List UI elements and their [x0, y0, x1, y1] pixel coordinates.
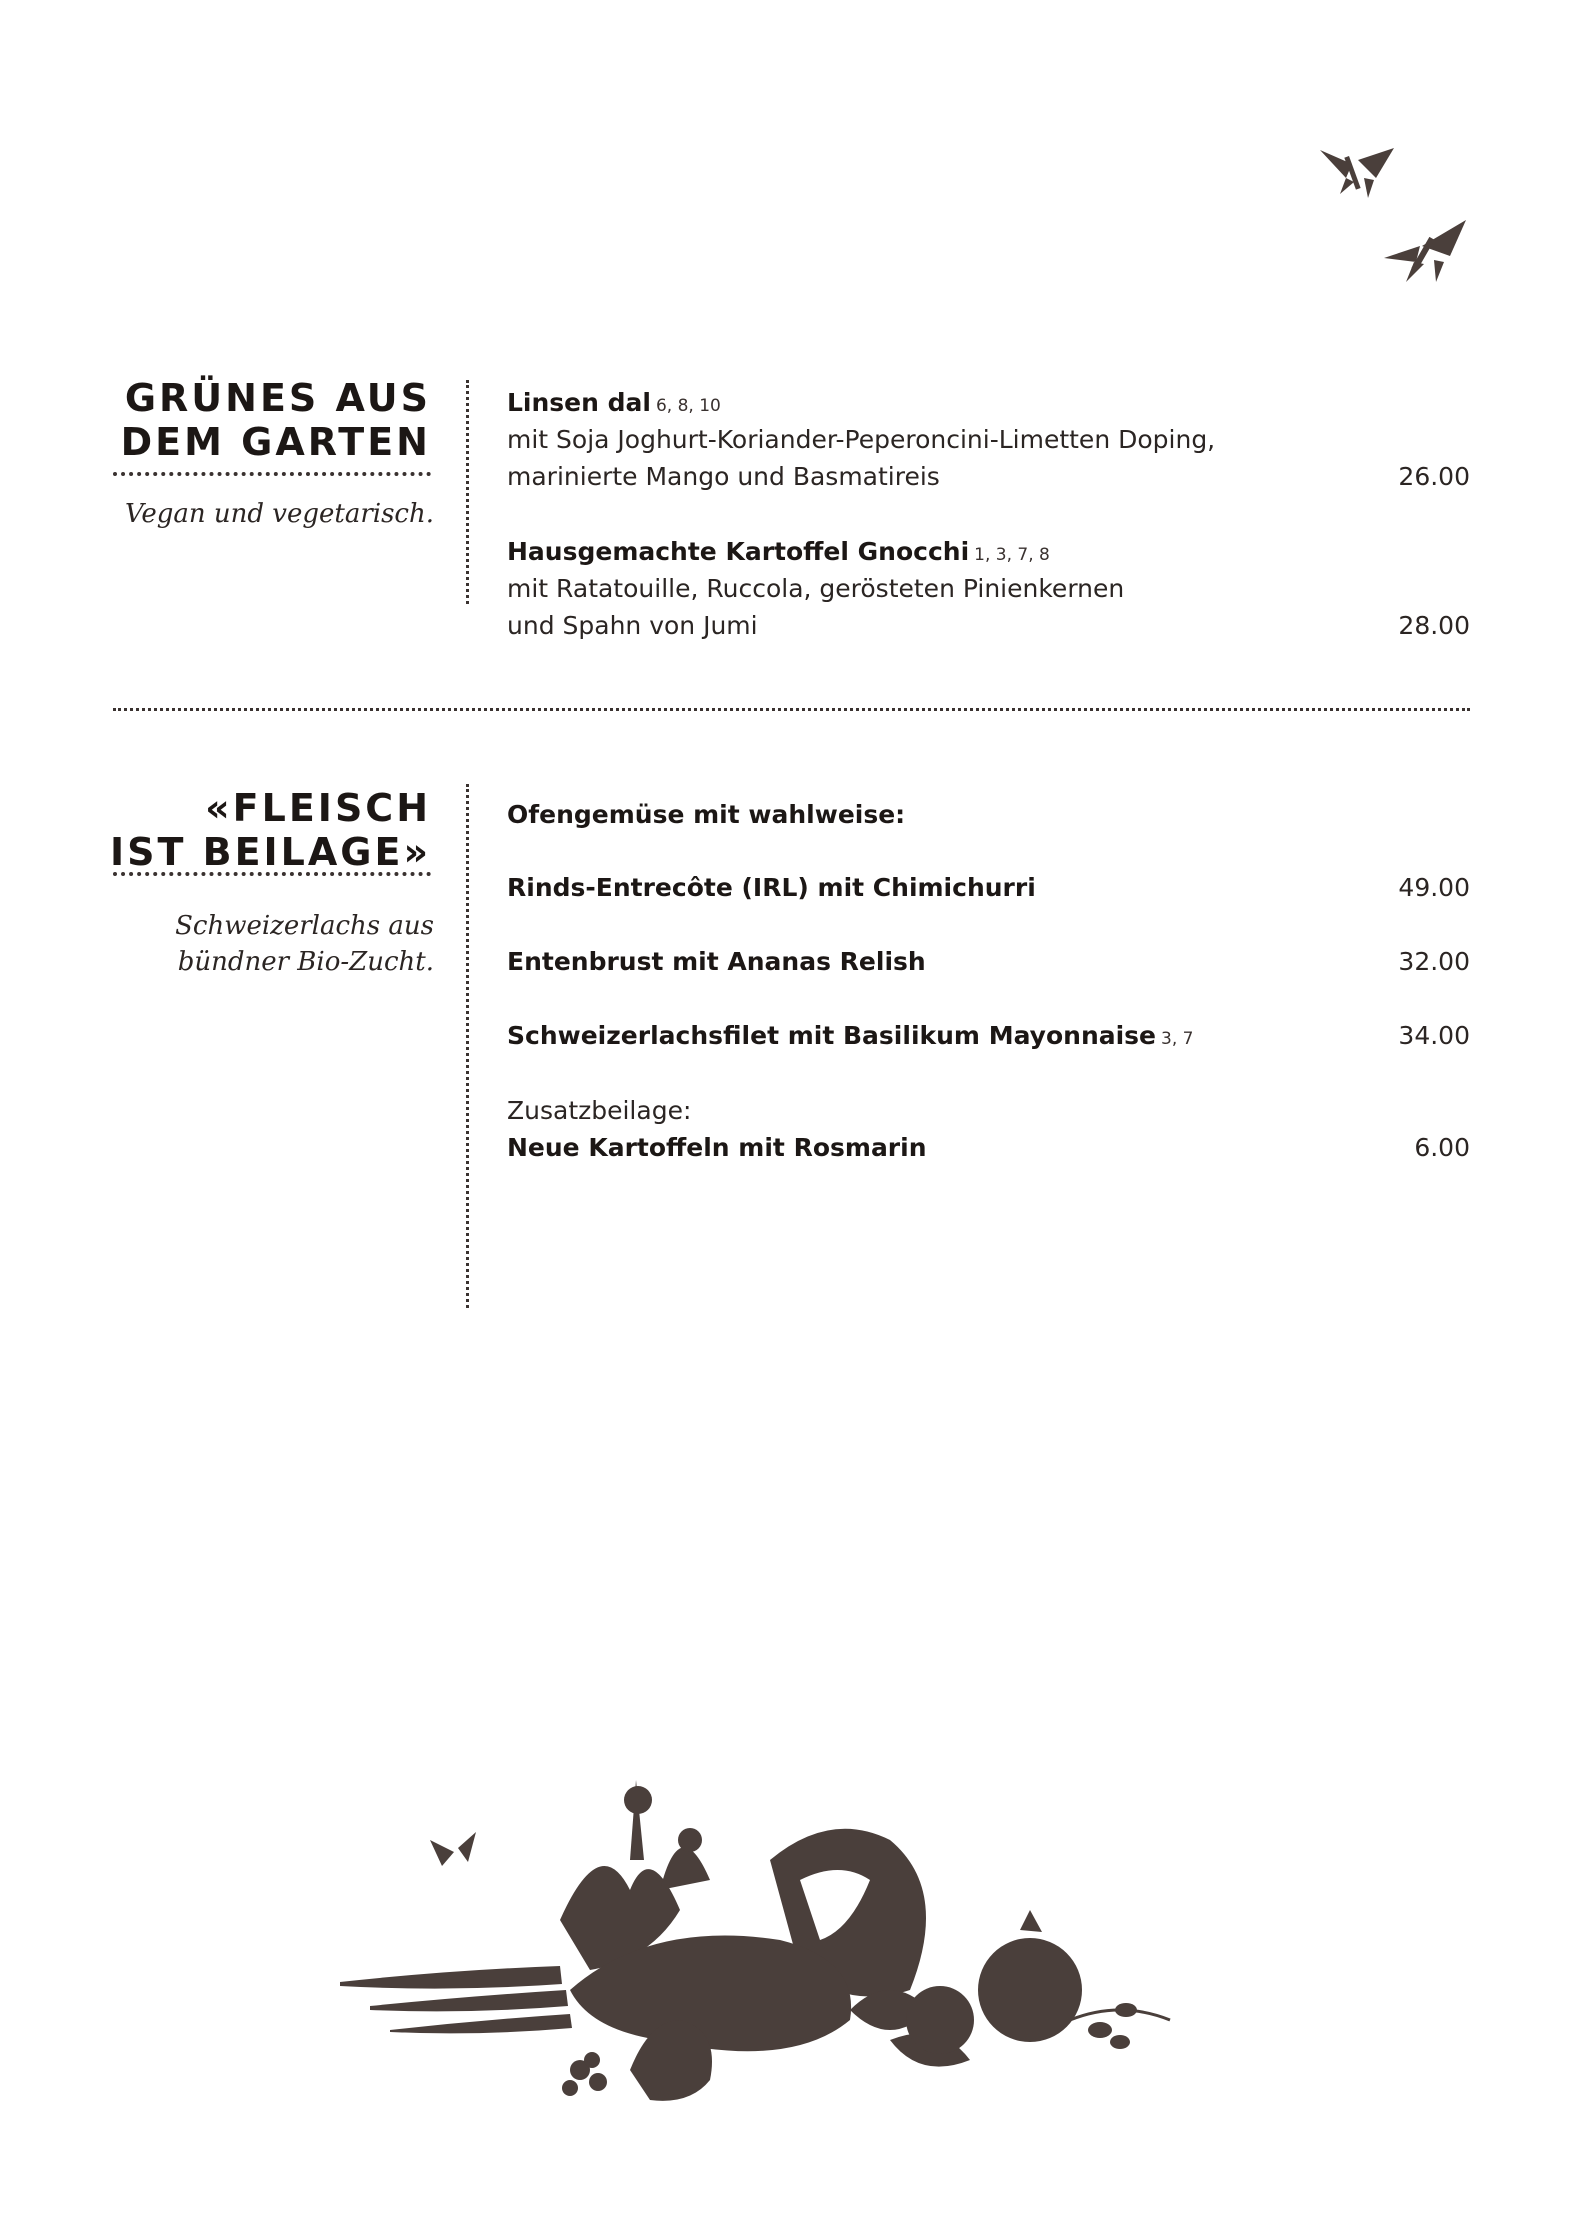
title-line: IST BEILAGE»: [109, 830, 431, 874]
tagline-line: Schweizerlachs aus: [175, 911, 434, 941]
item-price: 6.00: [1414, 1133, 1470, 1162]
section-title-gruenes: [121, 376, 431, 464]
butterflies-illustration: [1310, 138, 1480, 298]
item-description: und Spahn von Jumi: [507, 611, 758, 640]
vertical-divider: [466, 380, 469, 604]
menu-intro: [507, 796, 1470, 833]
olives-icon: [1070, 2003, 1170, 2049]
menu-item: [507, 869, 1470, 906]
berries-icon: [562, 2052, 607, 2096]
extra-side-item: [507, 1092, 1470, 1166]
item-description: marinierte Mango und Basmatireis: [507, 462, 940, 491]
section-tagline: [125, 496, 434, 532]
item-price: 32.00: [1398, 947, 1470, 976]
tagline-line: bündner Bio-Zucht.: [177, 947, 434, 977]
title-divider: [113, 472, 431, 476]
item-price: 49.00: [1398, 873, 1470, 902]
butterfly-icon: [430, 1832, 476, 1866]
title-line: DEM GARTEN: [120, 420, 431, 464]
title-line: «FLEISCH: [205, 786, 431, 830]
menu-item: [507, 1017, 1470, 1054]
item-allergens: 1, 3, 7, 8: [974, 545, 1050, 565]
item-name: Rinds-Entrecôte (IRL) mit Chimichurri: [507, 873, 1036, 902]
item-price: 28.00: [1398, 611, 1470, 640]
extra-label: Zusatzbeilage:: [507, 1096, 692, 1125]
butterfly-icon: [1320, 148, 1394, 198]
section-title-fleisch: [110, 786, 431, 874]
vegetables-illustration: [330, 1770, 1190, 2110]
menu-item: [507, 533, 1470, 644]
section-tagline: [175, 908, 434, 980]
carrot-icon: [340, 1966, 572, 2033]
item-name: Neue Kartoffeln mit Rosmarin: [507, 1133, 927, 1162]
menu-item: [507, 943, 1470, 980]
butterfly-icon: [1384, 220, 1466, 282]
tomato-icon: [906, 1910, 1082, 2054]
item-name: Entenbrust mit Ananas Relish: [507, 947, 926, 976]
item-name: Linsen dal: [507, 388, 651, 417]
intro-text: Ofengemüse mit wahlweise:: [507, 800, 906, 829]
item-description: mit Ratatouille, Ruccola, gerösteten Pinienkernen: [507, 574, 1125, 603]
item-price: 26.00: [1398, 462, 1470, 491]
item-allergens: 3, 7: [1161, 1029, 1194, 1049]
vertical-divider: [466, 784, 469, 1308]
item-price: 34.00: [1398, 1021, 1470, 1050]
item-allergens: 6, 8, 10: [655, 396, 721, 416]
item-name: Schweizerlachsfilet mit Basilikum Mayonnaise: [507, 1021, 1157, 1050]
menu-item: [507, 384, 1470, 495]
item-name: Hausgemachte Kartoffel Gnocchi: [507, 537, 970, 566]
item-description: mit Soja Joghurt-Koriander-Peperoncini-Limetten Doping,: [507, 425, 1216, 454]
title-line: GRÜNES AUS: [124, 376, 431, 420]
tagline-line: Vegan und vegetarisch.: [124, 499, 434, 529]
title-divider: [113, 872, 431, 876]
section-divider: [113, 708, 1470, 711]
